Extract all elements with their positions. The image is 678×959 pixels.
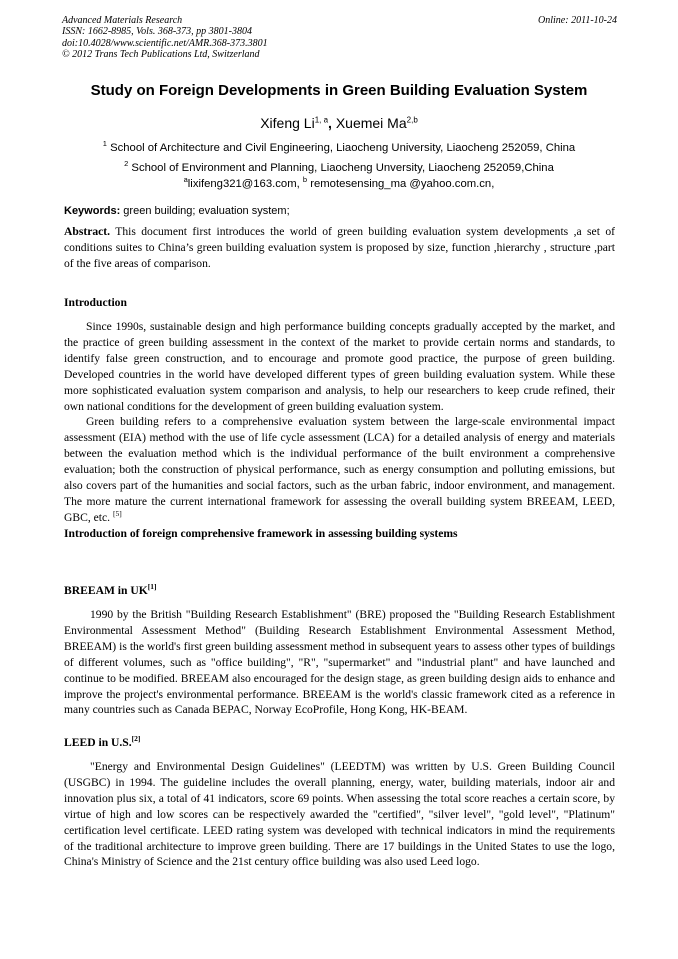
- introduction-paragraph-1: Since 1990s, sustainable design and high performance building concepts gradually accepted by the market, and the practice of green building assessment in the context of the market to provide certain norms and standards, to identify false green construction, and to encourage and promote good practice, the purpose of green building. Developed countries in the world have developed different types of green building evaluation system. While these more sophisticated evaluation system comparison and analysis, to help our researchers to keep crude refined, their own national conditions for the development of green building evaluation system.: [64, 320, 615, 413]
- affiliation-2-text: School of Environment and Planning, Liaocheng Unversity, Liaocheng 252059,China: [128, 161, 554, 174]
- email-line: [40, 175, 638, 190]
- introduction-section: [64, 319, 615, 542]
- introduction-heading: Introduction: [64, 296, 127, 309]
- framework-heading: Introduction of foreign comprehensive framework in assessing building systems: [64, 526, 458, 540]
- keywords-label: Keywords:: [64, 205, 121, 217]
- author-separator: ,: [328, 115, 332, 131]
- email-a-marker: a: [183, 175, 188, 184]
- leed-paragraph: "Energy and Environmental Design Guidelines" (LEEDTM) was written by U.S. Green Building Council (USGBC) in 1994. The guideline includes the overall planning, energy, water, building materials, indoor air and innovation plus six, a total of 41 indicators, score 69 points. When assessing the total score reaches a certain score, by virtue of high and low scores can be respectively awarded the "certified", "silver level", "gold level", "Platinum" certification level certificate. LEED rating system was developed with technical indicators in mind the requirements of the traditional architecture to improve green building. There are 17 buildings in the United States to use the logo, China's Ministry of Science and the 21st century office building was also used Leed logo.: [64, 760, 615, 869]
- breeam-paragraph: 1990 by the British "Building Research Establishment" (BRE) proposed the "Building Research Establishment Environmental Assessment Method" (Building Research Establishment Environmental Assessment Method, BREEAM) is the world's first green building assessment method in subsequent years to assess other types of buildings of different volumes, such as "office building", "R", "supermarket" and "industrial plant" and have launched and continue to be modified. BREEAM also encouraged for the design stage, as green building design aids to enhance and improve the project's environmental performance. BREEAM is the world's classic framework cited as a reference in many countries such as Canada BEPAC, Norway EcoProfile, Hong Kong, HK-BEAM.: [64, 608, 615, 717]
- author-2-affil: 2,b: [406, 115, 418, 125]
- breeam-heading-text: BREEAM in UK: [64, 584, 148, 597]
- leed-section: [64, 759, 615, 870]
- introduction-paragraph-2-text: Green building refers to a comprehensive evaluation system between the large-scale environmental impact assessment (EIA) method with the use of life cycle assessment (LCA) for a detailed analysis of energy and materials between the evaluation method which is the individual performance of the built environment a comprehensive evaluation; both the construction of physical performance, such as energy consumption and polluting emissions, but also covers part of the humanities and social factors, such as the urban fabric, indoor environment, and management. The more mature the current international framework for assessing the overall building system BREEAM, LEED, GBC, etc.: [64, 415, 615, 524]
- author-1: Xifeng Li: [260, 115, 315, 131]
- abstract: [64, 224, 615, 272]
- citation-ref-2: [2]: [131, 734, 141, 744]
- issn-line: ISSN: 1662-8985, Vols. 368-373, pp 3801-3804: [62, 26, 252, 38]
- affiliation-1: [40, 139, 638, 154]
- author-line: [40, 115, 638, 131]
- author-1-affil: 1, a: [314, 115, 329, 125]
- journal-name: Advanced Materials Research: [62, 15, 183, 26]
- citation-ref-5: [5]: [112, 509, 122, 519]
- affiliation-2: [40, 159, 638, 174]
- email-a: lixifeng321@163.com,: [187, 177, 303, 190]
- abstract-text: This document first introduces the world of green building evaluation system developments ,a set of conditions suites to China’s green building evaluation system is proposed by size, function ,hierarchy , structure ,part of the five areas of comparison.: [64, 225, 615, 270]
- affiliation-1-text: School of Architecture and Civil Engineering, Liaocheng University, Liaocheng 252059, China: [106, 141, 576, 154]
- affiliation-2-marker: 2: [124, 159, 129, 168]
- affiliation-1-marker: 1: [102, 139, 107, 148]
- keywords-text: green building; evaluation system;: [120, 205, 290, 217]
- keywords: [64, 205, 619, 217]
- breeam-heading: [64, 583, 615, 599]
- leed-heading: [64, 735, 615, 751]
- leed-heading-text: LEED in U.S.: [64, 736, 132, 749]
- email-b: remotesensing_ma @yahoo.com.cn,: [307, 177, 495, 190]
- breeam-section: [64, 607, 615, 718]
- citation-ref-1: [1]: [147, 582, 157, 592]
- email-b-marker: b: [302, 175, 308, 184]
- abstract-label: Abstract.: [64, 225, 111, 238]
- paper-title: Study on Foreign Developments in Green Building Evaluation System: [90, 82, 588, 99]
- journal-header: [62, 15, 617, 60]
- author-2: Xuemei Ma: [331, 115, 407, 131]
- online-date: Online: 2011-10-24: [538, 15, 617, 26]
- introduction-paragraph-2: [64, 414, 615, 525]
- doi-line: doi:10.4028/www.scientific.net/AMR.368-373.3801: [62, 37, 268, 49]
- copyright-line: © 2012 Trans Tech Publications Ltd, Switzerland: [62, 48, 260, 60]
